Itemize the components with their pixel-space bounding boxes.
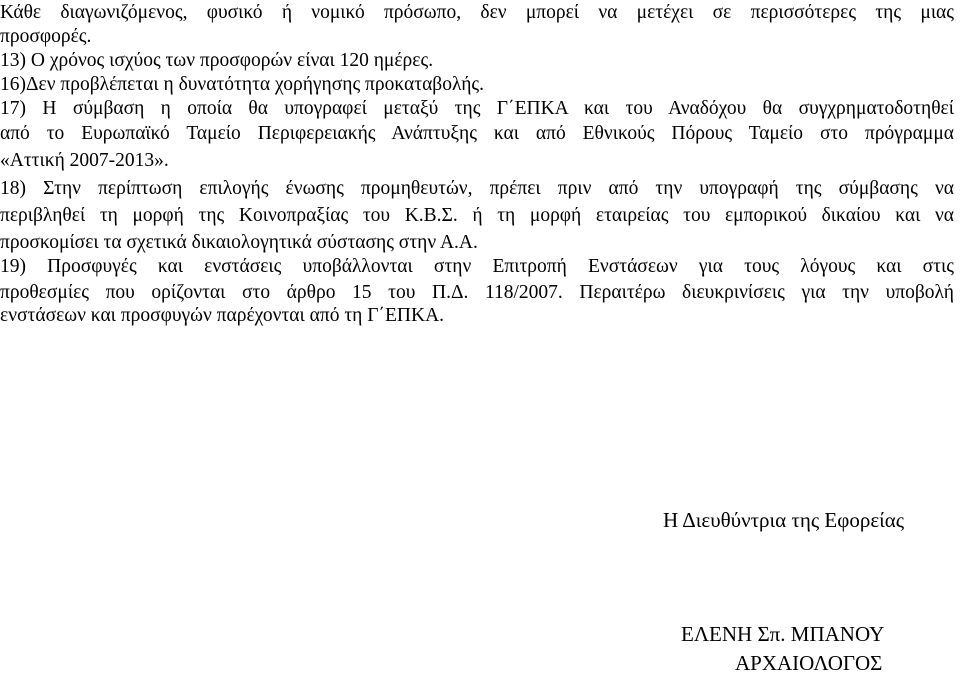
paragraph-line: ενστάσεων και προσφυγών παρέχονται από τη Γ΄ΕΠΚΑ. (0, 305, 445, 326)
paragraph-line: 17) Η σύμβαση η οποία θα υπογραφεί μεταξύ της Γ΄ΕΠΚΑ και του Αναδόχου θα συγχρηματοδοτηθεί (0, 98, 954, 119)
paragraph-line: προσφορές. (0, 26, 92, 47)
paragraph-line: Κάθε διαγωνιζόμενος, φυσικό ή νομικό πρόσωπο, δεν μπορεί να μετέχει σε περισσότερες της μιας (0, 2, 954, 23)
paragraph-line: «Αττική 2007-2013». (0, 150, 169, 171)
paragraph-line: 19) Προσφυγές και ενστάσεις υποβάλλονται στην Επιτροπή Ενστάσεων για τους λόγους και στις (0, 256, 954, 277)
paragraph-line: 13) Ο χρόνος ισχύος των προσφορών είναι 120 ημέρες. (0, 50, 434, 71)
paragraph-line: 18) Στην περίπτωση επιλογής ένωσης προμηθευτών, πρέπει πριν από την υπογραφή της σύμβασης να (0, 178, 954, 199)
signature-name: ΕΛΕΝΗ Σπ. ΜΠΑΝΟΥ (681, 622, 885, 646)
paragraph-line: προσκομίσει τα σχετικά δικαιολογητικά σύστασης στην Α.Α. (0, 232, 478, 253)
signature-role: ΑΡΧΑΙΟΛΟΓΟΣ (735, 651, 883, 675)
paragraph-line: από το Ευρωπαϊκό Ταμείο Περιφερειακής Ανάπτυξης και από Εθνικούς Πόρους Ταμείο στο πρόγραμμα (0, 123, 954, 144)
paragraph-line: προθεσμίες που ορίζονται στο άρθρο 15 του Π.Δ. 118/2007. Περαιτέρω διευκρινίσεις για την υποβολή (0, 282, 954, 303)
signature-title: Η Διευθύντρια της Εφορείας (663, 508, 905, 532)
paragraph-line: περιβληθεί τη μορφή της Κοινοπραξίας του Κ.Β.Σ. ή τη μορφή εταιρείας του εμπορικού δικαίου και να (0, 205, 954, 226)
paragraph-line: 16)Δεν προβλέπεται η δυνατότητα χορήγησης προκαταβολής. (0, 74, 485, 95)
